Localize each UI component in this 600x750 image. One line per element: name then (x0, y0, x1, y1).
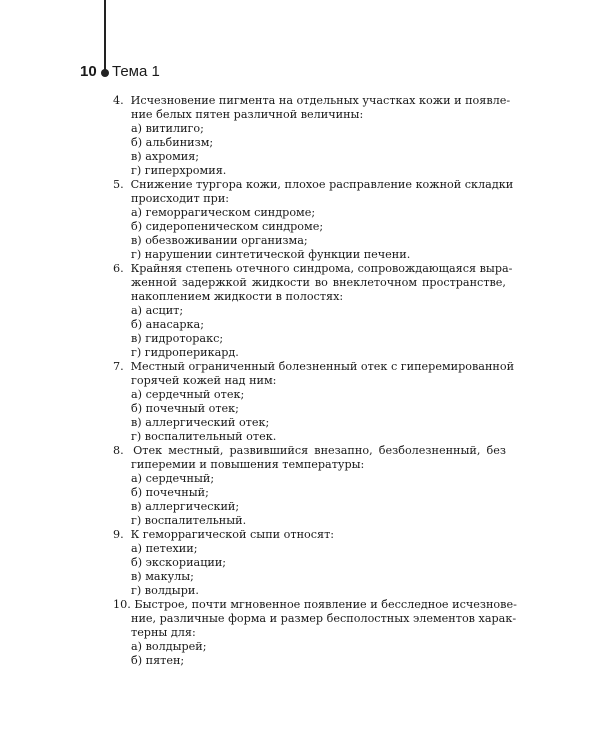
answer-option: а) сердечный отек; (131, 388, 245, 401)
question-text-first-line (113, 528, 506, 542)
question-number: 7. (113, 360, 124, 373)
question-text-first-line (113, 178, 514, 192)
question-number: 10. (113, 598, 131, 611)
answer-options (113, 542, 506, 598)
question-number: 4. (113, 94, 124, 107)
answer-options (113, 206, 506, 262)
answer-option: а) геморрагическом синдроме; (131, 206, 316, 219)
answer-option: в) ахромия; (131, 150, 200, 163)
question-text: Местный ограниченный болезненный отек с гиперемированной (130, 360, 515, 373)
question-text-line: гиперемии и повышения температуры: (131, 458, 365, 471)
answer-option: г) гидроперикард. (131, 346, 239, 359)
answer-option: б) почечный; (131, 486, 209, 499)
answer-options (113, 640, 506, 668)
answer-option: б) сидеропеническом синдроме; (131, 220, 324, 233)
question-text-line: ние, различные форма и размер бесполостных элементов харак- (131, 612, 517, 625)
answer-option: в) аллергический отек; (131, 416, 270, 429)
page-header (80, 61, 160, 81)
question-text-first-line (113, 262, 513, 276)
answer-option: г) нарушении синтетической функции печени. (131, 248, 411, 261)
question-text-first-line (113, 94, 511, 108)
question-item (113, 262, 513, 360)
question-item (113, 360, 515, 444)
answer-options (113, 304, 506, 360)
question-text: Быстрое, почти мгновенное появление и бесследное исчезнове- (134, 598, 517, 611)
answer-option: а) витилиго; (131, 122, 204, 135)
question-text-first-line (113, 444, 506, 458)
answer-option: в) гидроторакс; (131, 332, 224, 345)
question-number: 6. (113, 262, 124, 275)
question-item (113, 598, 517, 668)
answer-option: г) гиперхромия. (131, 164, 227, 177)
question-text-line: ние белых пятен различной величины: (131, 108, 364, 121)
answer-option: а) сердечный; (131, 472, 215, 485)
question-text-first-line (113, 360, 515, 374)
question-text: Снижение тургора кожи, плохое расправление кожной складки (130, 178, 514, 191)
question-item (113, 444, 506, 528)
question-number: 8. (113, 444, 124, 457)
question-text: Исчезновение пигмента на отдельных участках кожи и появле- (130, 94, 511, 107)
question-text: Крайняя степень отечного синдрома, сопровождающаяся выра- (130, 262, 513, 275)
question-number: 5. (113, 178, 124, 191)
question-list (113, 94, 517, 668)
answer-options (113, 122, 506, 178)
answer-option: б) экскориации; (131, 556, 227, 569)
page-number: 10 (80, 62, 97, 80)
answer-option: б) почечный отек; (131, 402, 239, 415)
answer-option: в) аллергический; (131, 500, 240, 513)
question-text-line: накоплением жидкости в полостях: (131, 290, 344, 303)
question-text-line: горячей кожей над ним: (131, 374, 277, 387)
question-text: Отек местный, развившийся внезапно, безболезненный, без (133, 444, 506, 457)
answer-option: г) волдыри. (131, 584, 199, 597)
answer-option: г) воспалительный. (131, 514, 247, 527)
question-item (113, 178, 514, 262)
answer-option: а) волдырей; (131, 640, 207, 653)
section-title: Тема 1 (112, 62, 160, 80)
answer-option: в) обезвоживании организма; (131, 234, 308, 247)
answer-options (113, 472, 506, 528)
answer-option: г) воспалительный отек. (131, 430, 277, 443)
answer-option: б) пятен; (131, 654, 185, 667)
question-number: 9. (113, 528, 124, 541)
question-text-line: терны для: (131, 626, 196, 639)
question-item (113, 94, 511, 178)
answer-options (113, 388, 506, 444)
answer-option: в) макулы; (131, 570, 194, 583)
question-text: К геморрагической сыпи относят: (130, 528, 335, 541)
answer-option: а) асцит; (131, 304, 184, 317)
question-text-line: женной задержкой жидкости во внеклеточном пространстве, (131, 276, 506, 289)
question-text-line: происходит при: (131, 192, 230, 205)
answer-option: б) анасарка; (131, 318, 204, 331)
question-item (113, 528, 506, 598)
question-text-first-line (113, 598, 517, 612)
answer-option: а) петехии; (131, 542, 198, 555)
answer-option: б) альбинизм; (131, 136, 214, 149)
